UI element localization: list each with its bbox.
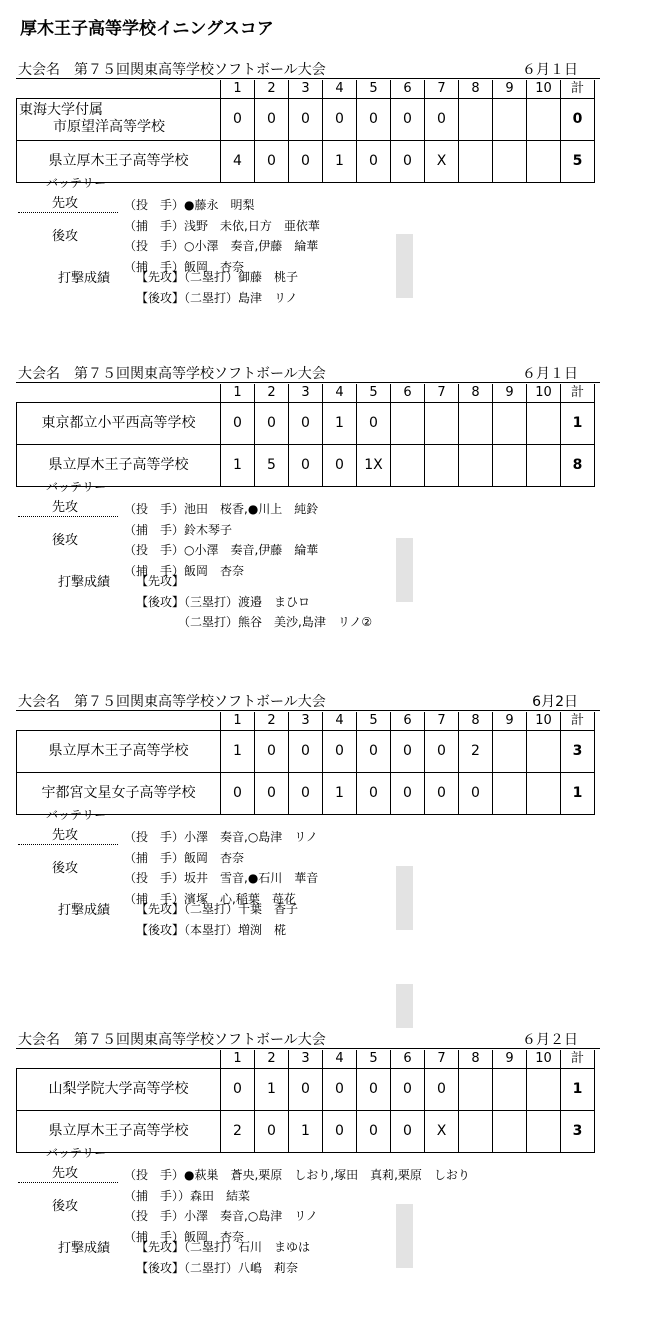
inning-score: 1 — [289, 1110, 323, 1152]
battery-line: （投 手）○小澤 奏音,伊藤 綸華 — [124, 543, 319, 557]
team-row — [17, 1068, 595, 1110]
inning-score — [527, 730, 561, 772]
game-date: ６月２日 — [522, 1032, 578, 1048]
inning-number: 7 — [425, 1050, 459, 1068]
inning-score — [391, 402, 425, 444]
inning-score — [493, 730, 527, 772]
inning-score: 0 — [391, 98, 425, 140]
team-row — [17, 402, 595, 444]
inning-number: 10 — [527, 1050, 561, 1068]
batting-label: 打撃成績 — [58, 903, 111, 918]
inning-score: 0 — [323, 1068, 357, 1110]
battery-label: バッテリー — [46, 808, 107, 822]
inning-number: 7 — [425, 384, 459, 402]
inning-score: 0 — [391, 1068, 425, 1110]
inning-number: 4 — [323, 80, 357, 98]
koukou-label: 後攻 — [52, 229, 79, 244]
inning-number: 7 — [425, 712, 459, 730]
battery-line: （捕 手）飯岡 杏奈 — [124, 563, 245, 578]
inning-score: 0 — [357, 402, 391, 444]
batting-label: 打撃成績 — [58, 271, 111, 286]
total-header: 計 — [561, 80, 595, 98]
batting-line: 【先攻】（二塁打）御藤 桃子 — [136, 270, 299, 284]
team-row — [17, 730, 595, 772]
batting-line: 【先攻】 — [136, 574, 185, 588]
inning-number: 5 — [357, 384, 391, 402]
inning-score: 0 — [221, 98, 255, 140]
inning-score: 0 — [357, 1068, 391, 1110]
inning-number: 2 — [255, 80, 289, 98]
inning-score: 1 — [221, 444, 255, 486]
inning-score: 0 — [425, 98, 459, 140]
total-header: 計 — [561, 384, 595, 402]
inning-score — [493, 772, 527, 814]
inning-number: 2 — [255, 1050, 289, 1068]
inning-score — [527, 1068, 561, 1110]
inning-number: 1 — [221, 80, 255, 98]
inning-number: 10 — [527, 80, 561, 98]
inning-score — [527, 140, 561, 182]
batting-line: 【後攻】（本塁打）増渕 椛 — [136, 922, 287, 937]
inning-score: 0 — [289, 402, 323, 444]
total-header: 計 — [561, 712, 595, 730]
inning-number: 5 — [357, 712, 391, 730]
batting-line: 【先攻】（二塁打）千葉 香子 — [136, 902, 299, 916]
inning-score — [459, 1110, 493, 1152]
sente-label: 先攻 — [52, 1166, 79, 1181]
inning-score: 0 — [357, 140, 391, 182]
inning-number: 10 — [527, 384, 561, 402]
inning-score: 0 — [323, 444, 357, 486]
game-block — [0, 1032, 671, 1318]
battery-line: （投 手）坂井 雪音,●石川 華音 — [124, 871, 319, 885]
inning-number: 6 — [391, 712, 425, 730]
inning-score — [459, 444, 493, 486]
inning-score — [493, 402, 527, 444]
gray-bar — [396, 866, 413, 930]
inning-score: 0 — [255, 402, 289, 444]
batting-line: 【後攻】（二塁打）島津 リノ — [136, 290, 298, 305]
inning-number: 8 — [459, 384, 493, 402]
inning-score: 1 — [255, 1068, 289, 1110]
team-total: 1 — [561, 1068, 595, 1110]
inning-score: 1X — [357, 444, 391, 486]
inning-score: 1 — [323, 140, 357, 182]
inning-number: 3 — [289, 80, 323, 98]
inning-score — [425, 444, 459, 486]
battery-line: （捕 手）鈴木琴子 — [124, 522, 233, 537]
inning-score: 0 — [357, 730, 391, 772]
inning-score: 0 — [255, 1110, 289, 1152]
inning-score — [527, 1110, 561, 1152]
inning-header-row — [17, 384, 595, 402]
team-name: 県立厚木王子高等学校 — [17, 730, 221, 772]
inning-header-row — [17, 712, 595, 730]
inning-score: 0 — [289, 730, 323, 772]
team-name: 県立厚木王子高等学校 — [17, 1110, 221, 1152]
team-name — [17, 98, 221, 140]
team-name-line1: 東海大学付属 — [19, 102, 103, 118]
inning-number: 7 — [425, 80, 459, 98]
game-block — [0, 366, 671, 686]
team-name: 県立厚木王子高等学校 — [17, 444, 221, 486]
inning-score — [493, 98, 527, 140]
inning-score: 1 — [323, 772, 357, 814]
inning-number: 4 — [323, 1050, 357, 1068]
gray-bar — [396, 538, 413, 602]
battery-line: （投 手）○小澤 奏音,伊藤 綸華 — [124, 239, 319, 253]
gray-bar — [396, 234, 413, 298]
inning-score: 0 — [459, 772, 493, 814]
team-name: 東京都立小平西高等学校 — [17, 402, 221, 444]
inning-score: 2 — [221, 1110, 255, 1152]
batting-line: 【先攻】（二塁打）石川 まゆは — [136, 1240, 311, 1254]
score-table — [16, 712, 595, 815]
inning-score: 4 — [221, 140, 255, 182]
inning-number: 1 — [221, 384, 255, 402]
battery-line: （捕 手）飯岡 杏奈 — [124, 1229, 245, 1244]
team-total: 8 — [561, 444, 595, 486]
team-row — [17, 98, 595, 140]
game-date: ６月１日 — [522, 62, 578, 78]
inning-score: 0 — [357, 772, 391, 814]
header-blank-cell — [17, 80, 221, 98]
inning-number: 8 — [459, 712, 493, 730]
score-table — [16, 384, 595, 487]
inning-number: 6 — [391, 1050, 425, 1068]
team-name: 宇都宮文星女子高等学校 — [17, 772, 221, 814]
batting-line: （二塁打）熊谷 美沙,島津 リノ② — [178, 615, 373, 629]
inning-score: 0 — [255, 772, 289, 814]
koukou-label: 後攻 — [52, 1199, 79, 1214]
koukou-label: 後攻 — [52, 533, 79, 548]
inning-number: 6 — [391, 80, 425, 98]
inning-score: 0 — [255, 140, 289, 182]
game-block — [0, 62, 671, 382]
inning-number: 1 — [221, 1050, 255, 1068]
inning-score: X — [425, 140, 459, 182]
score-table — [16, 80, 595, 183]
team-total: 1 — [561, 772, 595, 814]
battery-line: （捕 手）浅野 未依,日方 亜依華 — [124, 218, 320, 233]
batting-line: 【後攻】（三塁打）渡邉 まひロ — [136, 594, 311, 609]
battery-divider — [18, 1182, 118, 1183]
battery-line: （投 手）池田 桜香,●川上 純鈴 — [124, 502, 319, 516]
tournament-header — [16, 694, 600, 711]
inning-number: 4 — [323, 384, 357, 402]
battery-line: （捕 手）濱塚 心,稲葉 苺花 — [124, 891, 296, 906]
battery-divider — [18, 844, 118, 845]
battery-label: バッテリー — [46, 480, 107, 494]
battery-line: （投 手）●藤永 明梨 — [124, 198, 255, 212]
header-blank-cell — [17, 384, 221, 402]
inning-number: 3 — [289, 712, 323, 730]
tournament-name: 大会名 第７５回関東高等学校ソフトボール大会 — [18, 62, 326, 78]
battery-divider — [18, 516, 118, 517]
inning-number: 9 — [493, 80, 527, 98]
inning-score: 0 — [391, 1110, 425, 1152]
inning-score: 0 — [323, 98, 357, 140]
inning-score: 0 — [357, 1110, 391, 1152]
inning-score — [459, 98, 493, 140]
tournament-name: 大会名 第７５回関東高等学校ソフトボール大会 — [18, 366, 326, 382]
tournament-header — [16, 1032, 600, 1049]
inning-score: 1 — [221, 730, 255, 772]
inning-score: 0 — [221, 772, 255, 814]
inning-score — [459, 402, 493, 444]
team-total: 3 — [561, 730, 595, 772]
inning-score — [527, 98, 561, 140]
inning-number: 4 — [323, 712, 357, 730]
tournament-name: 大会名 第７５回関東高等学校ソフトボール大会 — [18, 1032, 326, 1048]
inning-score — [527, 402, 561, 444]
inning-score: 2 — [459, 730, 493, 772]
inning-score: 0 — [425, 1068, 459, 1110]
inning-score — [459, 1068, 493, 1110]
inning-score: 0 — [221, 1068, 255, 1110]
inning-score — [527, 444, 561, 486]
inning-score — [493, 444, 527, 486]
inning-score: 0 — [289, 772, 323, 814]
inning-number: 2 — [255, 712, 289, 730]
inning-score — [493, 1068, 527, 1110]
inning-score: 0 — [425, 730, 459, 772]
inning-score — [459, 140, 493, 182]
battery-line: （捕 手）飯岡 杏奈 — [124, 850, 245, 865]
sente-label: 先攻 — [52, 500, 79, 515]
score-table — [16, 1050, 595, 1153]
battery-line: （捕 手）飯岡 杏奈 — [124, 259, 245, 274]
inning-score: 0 — [323, 730, 357, 772]
batting-label: 打撃成績 — [58, 1241, 111, 1256]
team-name: 県立厚木王子高等学校 — [17, 140, 221, 182]
inning-score: 0 — [425, 772, 459, 814]
game-date: 6月2日 — [532, 694, 578, 710]
inning-score: 0 — [289, 140, 323, 182]
inning-score: 0 — [289, 1068, 323, 1110]
page-title: 厚木王子高等学校イニングスコア — [20, 19, 274, 39]
team-total: 0 — [561, 98, 595, 140]
battery-divider — [18, 212, 118, 213]
inning-score — [391, 444, 425, 486]
batting-line: 【後攻】（二塁打）八嶋 莉奈 — [136, 1260, 299, 1275]
tournament-name: 大会名 第７５回関東高等学校ソフトボール大会 — [18, 694, 326, 710]
gray-bar — [396, 1204, 413, 1268]
inning-number: 5 — [357, 80, 391, 98]
inning-number: 3 — [289, 1050, 323, 1068]
inning-header-row — [17, 80, 595, 98]
inning-score: 0 — [289, 444, 323, 486]
inning-score: 0 — [357, 98, 391, 140]
battery-line: （投 手）小澤 奏音,○島津 リノ — [124, 1209, 318, 1223]
inning-number: 9 — [493, 1050, 527, 1068]
tournament-header — [16, 62, 600, 79]
battery-label: バッテリー — [46, 1146, 107, 1160]
inning-score: 0 — [391, 730, 425, 772]
inning-number: 8 — [459, 1050, 493, 1068]
inning-score: 0 — [289, 98, 323, 140]
header-blank-cell — [17, 1050, 221, 1068]
game-date: ６月１日 — [522, 366, 578, 382]
inning-score: 0 — [221, 402, 255, 444]
battery-line: （投 手）●萩巣 蒼央,栗原 しおり,塚田 真莉,栗原 しおり — [124, 1168, 470, 1182]
header-blank-cell — [17, 712, 221, 730]
inning-number: 10 — [527, 712, 561, 730]
inning-number: 5 — [357, 1050, 391, 1068]
inning-score: X — [425, 1110, 459, 1152]
inning-score: 0 — [323, 1110, 357, 1152]
sente-label: 先攻 — [52, 828, 79, 843]
team-total: 5 — [561, 140, 595, 182]
battery-label: バッテリー — [46, 176, 107, 190]
inning-score — [425, 402, 459, 444]
team-name-line2: 市原望洋高等学校 — [53, 119, 165, 135]
batting-label: 打撃成績 — [58, 575, 111, 590]
inning-score: 5 — [255, 444, 289, 486]
sente-label: 先攻 — [52, 196, 79, 211]
inning-score — [527, 772, 561, 814]
inning-score: 0 — [391, 140, 425, 182]
tournament-header — [16, 366, 600, 383]
inning-number: 9 — [493, 384, 527, 402]
inning-score: 1 — [323, 402, 357, 444]
gray-bar — [396, 984, 413, 1028]
team-name: 山梨学院大学高等学校 — [17, 1068, 221, 1110]
inning-score — [493, 1110, 527, 1152]
inning-score: 0 — [255, 730, 289, 772]
inning-number: 2 — [255, 384, 289, 402]
koukou-label: 後攻 — [52, 861, 79, 876]
team-total: 1 — [561, 402, 595, 444]
inning-number: 6 — [391, 384, 425, 402]
inning-score — [493, 140, 527, 182]
inning-score: 0 — [391, 772, 425, 814]
inning-number: 9 — [493, 712, 527, 730]
total-header: 計 — [561, 1050, 595, 1068]
inning-number: 1 — [221, 712, 255, 730]
inning-number: 3 — [289, 384, 323, 402]
inning-header-row — [17, 1050, 595, 1068]
game-block — [0, 694, 671, 1014]
battery-line: （捕 手））森田 結菜 — [124, 1188, 251, 1203]
team-total: 3 — [561, 1110, 595, 1152]
battery-line: （投 手）小澤 奏音,○島津 リノ — [124, 830, 318, 844]
inning-number: 8 — [459, 80, 493, 98]
inning-score: 0 — [255, 98, 289, 140]
